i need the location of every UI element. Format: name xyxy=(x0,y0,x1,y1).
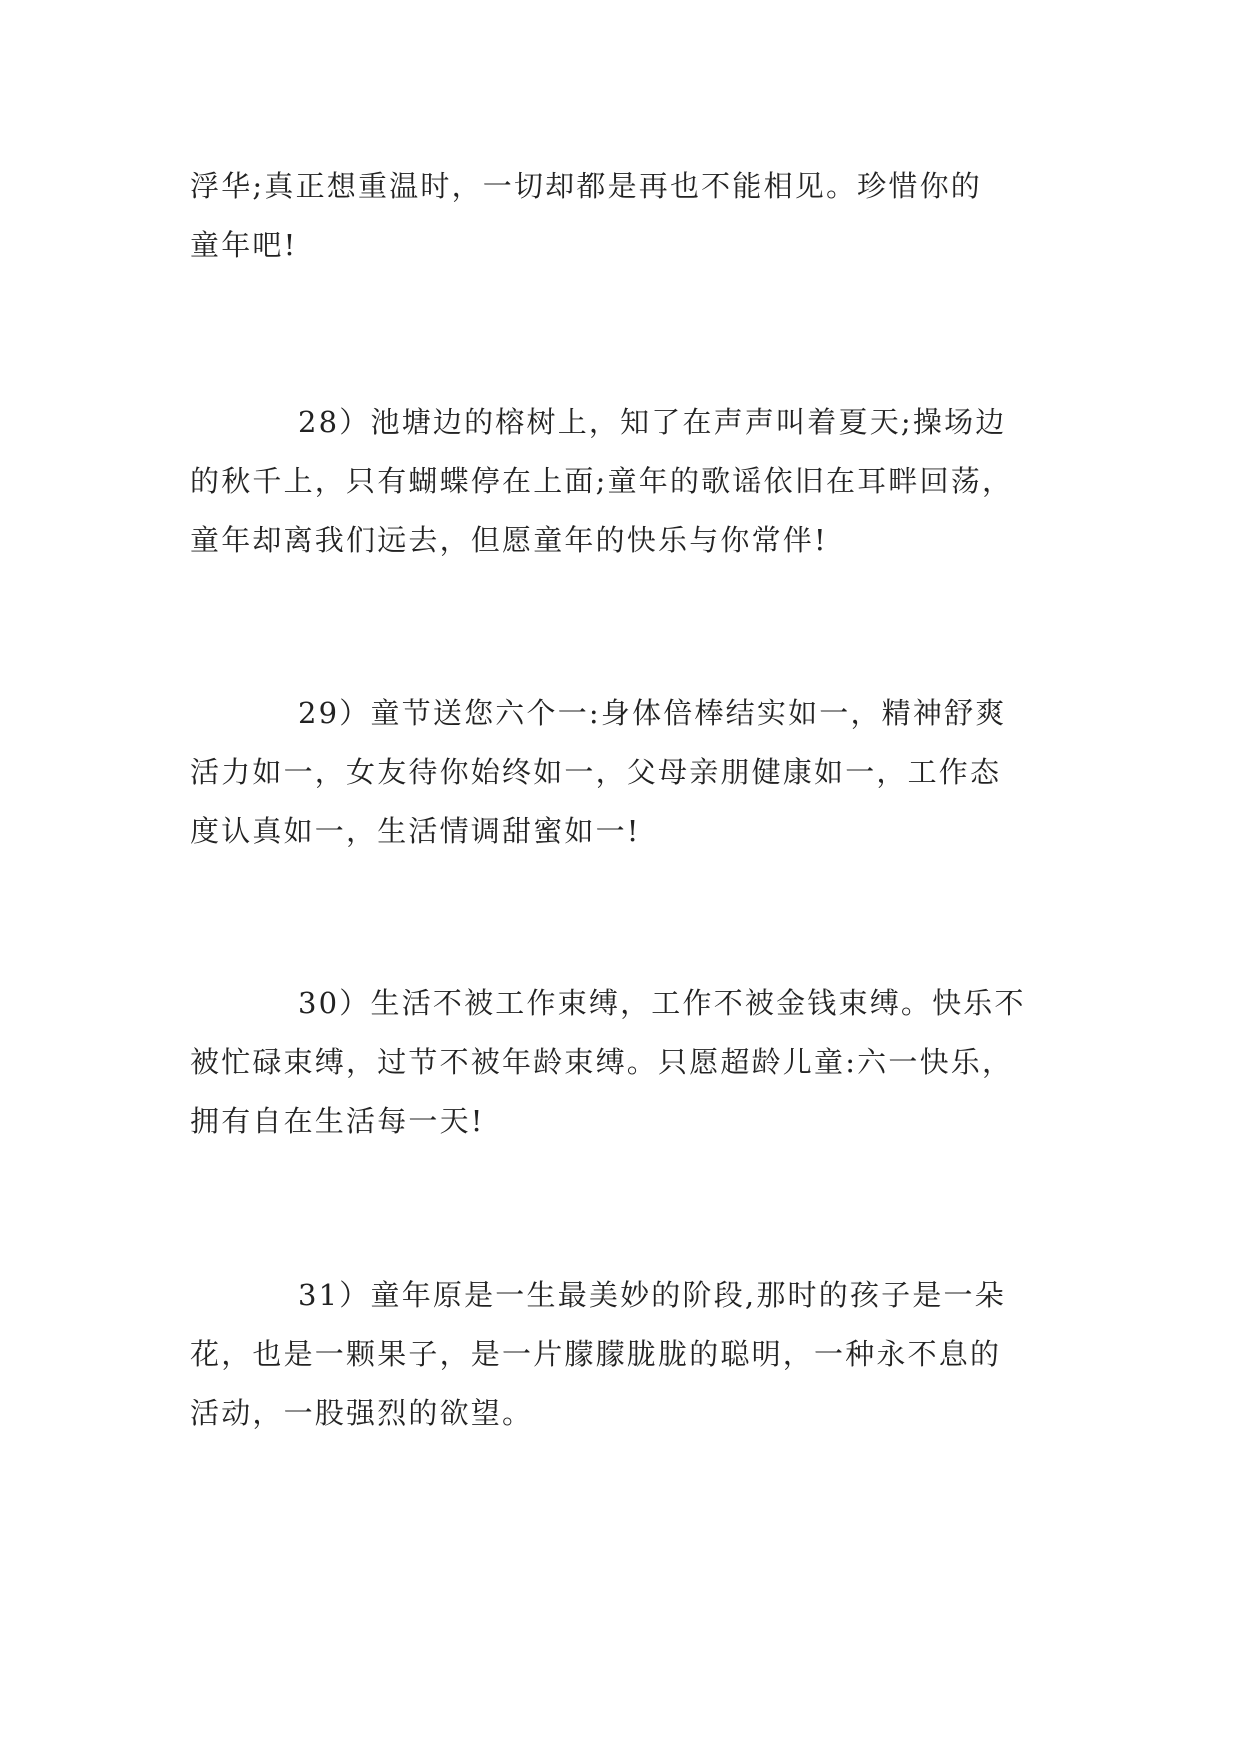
text-line: 花，也是一颗果子，是一片朦朦胧胧的聪明，一种永不息的 xyxy=(190,1337,1002,1371)
text-line: 童年却离我们远去，但愿童年的快乐与你常伴! xyxy=(190,523,828,557)
text-line: 拥有自在生活每一天! xyxy=(190,1104,485,1138)
text-line: 童年吧! xyxy=(190,228,298,262)
text-line: 浮华;真正想重温时，一切却都是再也不能相见。珍惜你的 xyxy=(190,169,982,203)
paragraph-item-30 xyxy=(190,974,1060,1151)
text-line: 28）池塘边的榕树上，知了在声声叫着夏天;操场边 xyxy=(298,405,1007,439)
text-line: 活力如一，女友待你始终如一，父母亲朋健康如一，工作态 xyxy=(190,755,1002,789)
text-line: 31）童年原是一生最美妙的阶段,那时的孩子是一朵 xyxy=(298,1278,1006,1312)
paragraph-continued xyxy=(190,157,1060,275)
text-line-first xyxy=(190,1266,1060,1325)
text-line-first xyxy=(190,393,1060,452)
text-line: 29）童节送您六个一:身体倍棒结实如一，精神舒爽 xyxy=(298,696,1007,730)
paragraph-item-28 xyxy=(190,393,1060,570)
text-line: 被忙碌束缚，过节不被年龄束缚。只愿超龄儿童:六一快乐， xyxy=(190,1045,1014,1079)
text-line: 30）生活不被工作束缚，工作不被金钱束缚。快乐不 xyxy=(298,986,1026,1020)
text-line-first xyxy=(190,684,1060,743)
text-line: 的秋千上，只有蝴蝶停在上面;童年的歌谣依旧在耳畔回荡， xyxy=(190,464,1014,498)
text-line: 度认真如一，生活情调甜蜜如一! xyxy=(190,814,641,848)
paragraph-item-29 xyxy=(190,684,1060,861)
text-line: 活动，一股强烈的欲望。 xyxy=(190,1396,534,1430)
paragraph-item-31 xyxy=(190,1266,1060,1443)
text-line-first xyxy=(190,974,1060,1033)
